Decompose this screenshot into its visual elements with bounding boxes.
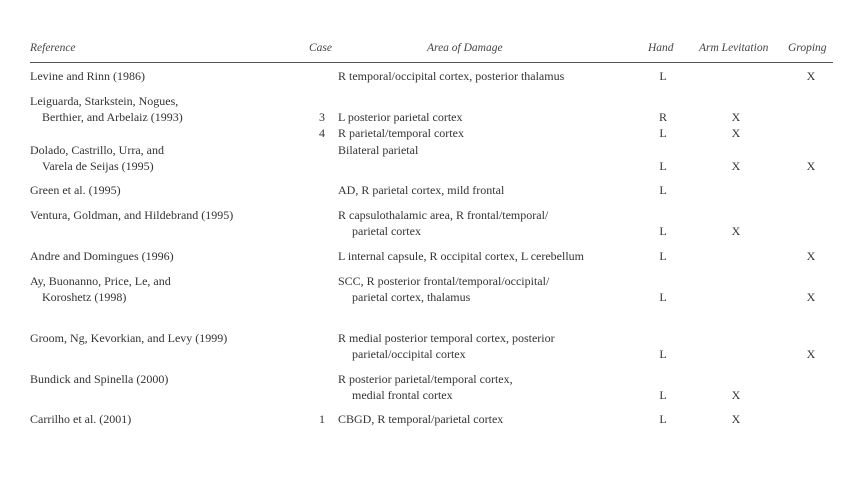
area-of-damage-cell: parietal cortex bbox=[352, 224, 421, 238]
reference-cell: Levine and Rinn (1986) bbox=[30, 69, 145, 83]
reference-cell: Dolado, Castrillo, Urra, and bbox=[30, 143, 164, 157]
hand-cell: L bbox=[659, 69, 667, 83]
case-cell: 3 bbox=[319, 110, 325, 124]
groping-cell: X bbox=[806, 159, 816, 173]
reference-cell: Green et al. (1995) bbox=[30, 183, 121, 197]
hand-cell: L bbox=[659, 224, 667, 238]
hand-cell: L bbox=[659, 290, 667, 304]
area-of-damage-cell: L internal capsule, R occipital cortex, L cerebellum bbox=[338, 249, 585, 263]
area-of-damage-cell: parietal/occipital cortex bbox=[352, 347, 466, 361]
hand-cell: L bbox=[659, 388, 667, 402]
header-arm-levitation: Arm Levitation bbox=[699, 42, 769, 54]
hand-cell: L bbox=[659, 249, 667, 263]
reference-cell: Andre and Domingues (1996) bbox=[30, 249, 174, 263]
arm-levitation-cell: X bbox=[731, 224, 741, 238]
hand-cell: L bbox=[659, 159, 667, 173]
arm-levitation-cell: X bbox=[731, 110, 741, 124]
reference-cell: Groom, Ng, Kevorkian, and Levy (1999) bbox=[30, 331, 228, 345]
hand-cell: L bbox=[659, 412, 667, 426]
hand-cell: L bbox=[659, 126, 667, 140]
arm-levitation-cell: X bbox=[731, 412, 741, 426]
area-of-damage-cell: R parietal/temporal cortex bbox=[338, 126, 464, 140]
header-reference: Reference bbox=[30, 42, 76, 54]
reference-cell: Leiguarda, Starkstein, Nogues, bbox=[30, 94, 179, 108]
reference-cell: Ventura, Goldman, and Hildebrand (1995) bbox=[30, 208, 234, 222]
reference-cell: Koroshetz (1998) bbox=[42, 290, 127, 304]
groping-cell: X bbox=[806, 69, 816, 83]
area-of-damage-cell: parietal cortex, thalamus bbox=[352, 290, 471, 304]
arm-levitation-cell: X bbox=[731, 388, 741, 402]
area-of-damage-cell: R capsulothalamic area, R frontal/temporal/ bbox=[338, 208, 549, 222]
hand-cell: L bbox=[659, 347, 667, 361]
reference-cell: Bundick and Spinella (2000) bbox=[30, 372, 169, 386]
area-of-damage-cell: Bilateral parietal bbox=[338, 143, 419, 157]
groping-cell: X bbox=[806, 290, 816, 304]
case-cell: 4 bbox=[319, 126, 325, 140]
area-of-damage-cell: R temporal/occipital cortex, posterior thalamus bbox=[338, 69, 565, 83]
area-of-damage-cell: CBGD, R temporal/parietal cortex bbox=[338, 412, 504, 426]
area-of-damage-cell: AD, R parietal cortex, mild frontal bbox=[338, 183, 505, 197]
case-cell: 1 bbox=[319, 412, 325, 426]
reference-cell: Carrilho et al. (2001) bbox=[30, 412, 132, 426]
header-case: Case bbox=[309, 42, 332, 54]
reference-cell: Varela de Seijas (1995) bbox=[42, 159, 154, 173]
area-of-damage-cell: R posterior parietal/temporal cortex, bbox=[338, 372, 513, 386]
area-of-damage-cell: medial frontal cortex bbox=[352, 388, 453, 402]
hand-cell: R bbox=[658, 110, 668, 124]
hand-cell: L bbox=[659, 183, 667, 197]
reference-cell: Berthier, and Arbelaiz (1993) bbox=[42, 110, 183, 124]
header-rule bbox=[30, 62, 833, 63]
header-groping: Groping bbox=[788, 42, 827, 54]
header-area-of-damage: Area of Damage bbox=[427, 42, 503, 54]
arm-levitation-cell: X bbox=[731, 159, 741, 173]
area-of-damage-cell: SCC, R posterior frontal/temporal/occipital/ bbox=[338, 274, 550, 288]
header-hand: Hand bbox=[648, 42, 674, 54]
area-of-damage-cell: L posterior parietal cortex bbox=[338, 110, 463, 124]
arm-levitation-cell: X bbox=[731, 126, 741, 140]
groping-cell: X bbox=[806, 347, 816, 361]
reference-cell: Ay, Buonanno, Price, Le, and bbox=[30, 274, 171, 288]
groping-cell: X bbox=[806, 249, 816, 263]
area-of-damage-cell: R medial posterior temporal cortex, posterior bbox=[338, 331, 555, 345]
